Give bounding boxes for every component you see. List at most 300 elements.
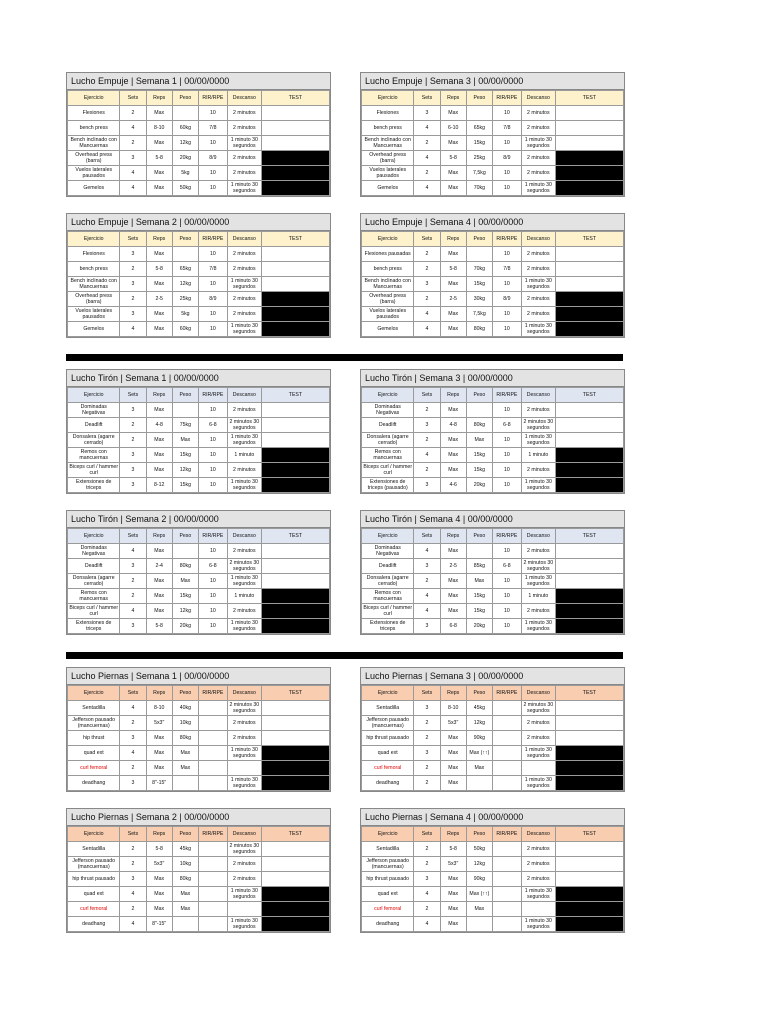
cell-descanso: 2 minutos <box>521 151 555 166</box>
cell-ejercicio: Vuelos laterales pausados <box>362 166 414 181</box>
cell-rirrpe: 8/9 <box>198 292 227 307</box>
table-row <box>362 307 624 322</box>
cell-rirrpe: 10 <box>198 478 227 493</box>
test-cell <box>555 136 623 151</box>
cell-rirrpe <box>492 746 521 761</box>
table-row <box>362 418 624 433</box>
cell-sets: 3 <box>120 151 146 166</box>
test-cell <box>555 121 623 136</box>
cell-reps: Max <box>146 433 172 448</box>
cell-descanso: 1 minuto 30 segundos <box>227 619 261 634</box>
block-piernas-3 <box>360 667 625 792</box>
test-cell <box>555 559 623 574</box>
cell-peso: 15kg <box>172 448 198 463</box>
table-row <box>362 604 624 619</box>
cell-reps: Max <box>146 307 172 322</box>
table-row <box>68 418 330 433</box>
exercise-table <box>361 90 624 196</box>
table-row <box>68 151 330 166</box>
cell-rirrpe <box>198 701 227 716</box>
test-cell-filled <box>555 776 623 791</box>
block-title: Lucho Piernas | Semana 4 | 00/00/0000 <box>361 809 624 826</box>
cell-ejercicio: Dominadas Negativas <box>362 403 414 418</box>
cell-ejercicio: Sentadilla <box>362 701 414 716</box>
cell-ejercicio: Gemelos <box>362 181 414 196</box>
cell-peso: 50kg <box>466 842 492 857</box>
cell-reps: Max <box>146 277 172 292</box>
column-header: Reps <box>146 388 172 403</box>
header-row <box>362 827 624 842</box>
cell-peso: 15kg <box>172 478 198 493</box>
cell-reps: 8"-15" <box>146 776 172 791</box>
column-header: Ejercicio <box>68 827 120 842</box>
column-header: Ejercicio <box>362 91 414 106</box>
test-cell-filled <box>261 478 329 493</box>
cell-rirrpe <box>198 872 227 887</box>
test-cell-filled <box>261 307 329 322</box>
test-cell <box>261 277 329 292</box>
cell-sets: 3 <box>120 463 146 478</box>
cell-reps: Max <box>440 307 466 322</box>
cell-sets: 3 <box>120 247 146 262</box>
table-row <box>68 619 330 634</box>
cell-rirrpe: 10 <box>198 589 227 604</box>
cell-rirrpe <box>492 887 521 902</box>
cell-peso: Max <box>172 574 198 589</box>
exercise-table <box>67 528 330 634</box>
cell-descanso: 1 minuto 30 segundos <box>227 574 261 589</box>
table-row <box>362 403 624 418</box>
cell-rirrpe <box>198 761 227 776</box>
test-cell <box>555 842 623 857</box>
cell-sets: 2 <box>120 292 146 307</box>
cell-peso: 80kg <box>466 322 492 337</box>
column-header: Sets <box>120 686 146 701</box>
cell-peso <box>172 776 198 791</box>
cell-descanso: 2 minutos <box>521 166 555 181</box>
test-cell-filled <box>555 181 623 196</box>
cell-rirrpe: 10 <box>492 322 521 337</box>
cell-rirrpe: 7/8 <box>492 121 521 136</box>
cell-reps: 6-8 <box>440 619 466 634</box>
cell-reps: 8-10 <box>146 121 172 136</box>
column-header: TEST <box>555 232 623 247</box>
table-row <box>68 761 330 776</box>
cell-descanso: 2 minutos 30 segundos <box>227 842 261 857</box>
cell-rirrpe <box>492 902 521 917</box>
cell-ejercicio: Sentadilla <box>68 842 120 857</box>
cell-ejercicio: deadhang <box>68 917 120 932</box>
cell-sets: 2 <box>414 292 440 307</box>
table-row <box>68 478 330 493</box>
cell-descanso: 2 minutos <box>521 731 555 746</box>
column-header: Descanso <box>521 686 555 701</box>
cell-ejercicio: Remos con mancuernas <box>68 448 120 463</box>
cell-peso: Max <box>172 887 198 902</box>
cell-peso: 45kg <box>466 701 492 716</box>
test-cell-filled <box>555 307 623 322</box>
cell-descanso: 2 minutos <box>521 857 555 872</box>
cell-peso: 60kg <box>172 121 198 136</box>
column-header: Peso <box>172 388 198 403</box>
block-empuje-2 <box>66 213 331 338</box>
cell-descanso: 1 minuto 30 segundos <box>227 277 261 292</box>
cell-rirrpe <box>198 917 227 932</box>
column-header: Peso <box>466 388 492 403</box>
cell-rirrpe: 10 <box>198 544 227 559</box>
cell-sets: 4 <box>120 701 146 716</box>
cell-reps: Max <box>440 247 466 262</box>
cell-peso: 15kg <box>172 589 198 604</box>
test-cell <box>555 574 623 589</box>
cell-reps: Max <box>146 574 172 589</box>
cell-rirrpe <box>198 746 227 761</box>
block-piernas-1 <box>66 667 331 792</box>
cell-sets: 3 <box>120 307 146 322</box>
cell-sets: 3 <box>414 559 440 574</box>
cell-ejercicio: curl femoral <box>362 761 414 776</box>
cell-sets: 4 <box>414 121 440 136</box>
table-row <box>362 106 624 121</box>
cell-sets: 4 <box>414 544 440 559</box>
cell-reps: 2-5 <box>440 559 466 574</box>
cell-descanso <box>227 902 261 917</box>
test-cell-filled <box>555 619 623 634</box>
table-row <box>68 716 330 731</box>
column-header: Reps <box>146 232 172 247</box>
cell-peso: 20kg <box>466 478 492 493</box>
cell-ejercicio: Remos con mancuernas <box>68 589 120 604</box>
column-header: RIR/RPE <box>198 827 227 842</box>
cell-reps: Max <box>146 463 172 478</box>
column-header: Ejercicio <box>68 232 120 247</box>
cell-peso: Max <box>466 761 492 776</box>
cell-reps: Max <box>146 902 172 917</box>
test-cell <box>555 716 623 731</box>
cell-reps: 6-10 <box>440 121 466 136</box>
cell-ejercicio: hip thrust pausado <box>362 731 414 746</box>
cell-peso <box>172 917 198 932</box>
cell-ejercicio: Jefferson pausado (mancuernas) <box>362 716 414 731</box>
column-header: TEST <box>261 388 329 403</box>
test-cell <box>261 433 329 448</box>
cell-ejercicio: Flexiones <box>362 106 414 121</box>
cell-ejercicio: Donsalera (agarre cerrado) <box>362 433 414 448</box>
test-cell <box>555 277 623 292</box>
cell-ejercicio: Bench inclinado con Mancuernas <box>68 277 120 292</box>
cell-ejercicio: bench press <box>68 121 120 136</box>
cell-reps: Max <box>146 604 172 619</box>
column-header: Sets <box>414 529 440 544</box>
cell-sets: 2 <box>414 902 440 917</box>
cell-reps: 5x3" <box>440 716 466 731</box>
cell-sets: 3 <box>414 277 440 292</box>
cell-sets: 4 <box>120 166 146 181</box>
column-header: Descanso <box>227 827 261 842</box>
cell-rirrpe <box>492 761 521 776</box>
cell-sets: 2 <box>414 433 440 448</box>
cell-rirrpe: 10 <box>492 106 521 121</box>
cell-descanso: 2 minutos <box>227 604 261 619</box>
cell-sets: 2 <box>120 589 146 604</box>
cell-reps: 5-8 <box>440 842 466 857</box>
cell-descanso: 1 minuto 30 segundos <box>227 746 261 761</box>
cell-peso: 25kg <box>466 151 492 166</box>
column-header: Sets <box>414 232 440 247</box>
cell-rirrpe: 7/8 <box>198 262 227 277</box>
block-tiron-2 <box>66 510 331 635</box>
cell-peso: Max <box>466 433 492 448</box>
header-row <box>362 529 624 544</box>
cell-rirrpe: 10 <box>492 403 521 418</box>
cell-ejercicio: Deadlift <box>362 559 414 574</box>
table-row <box>362 292 624 307</box>
cell-ejercicio: Jefferson pausado (mancuernas) <box>68 857 120 872</box>
test-cell-filled <box>261 589 329 604</box>
cell-peso: Max <box>172 433 198 448</box>
cell-peso: 5kg <box>172 166 198 181</box>
header-row <box>362 232 624 247</box>
cell-peso <box>466 403 492 418</box>
table-row <box>68 121 330 136</box>
cell-reps: 8"-15" <box>146 917 172 932</box>
cell-descanso: 2 minutos <box>521 544 555 559</box>
test-cell-filled <box>261 181 329 196</box>
cell-sets: 2 <box>120 433 146 448</box>
column-header: Sets <box>120 827 146 842</box>
column-header: Descanso <box>521 91 555 106</box>
cell-descanso: 2 minutos <box>521 463 555 478</box>
column-header: Ejercicio <box>68 529 120 544</box>
cell-descanso: 1 minuto 30 segundos <box>521 322 555 337</box>
column-header: TEST <box>555 686 623 701</box>
cell-descanso: 2 minutos <box>227 247 261 262</box>
cell-reps: Max <box>440 106 466 121</box>
cell-rirrpe: 6-8 <box>198 418 227 433</box>
cell-reps: Max <box>440 448 466 463</box>
cell-sets: 3 <box>120 448 146 463</box>
cell-rirrpe: 8/9 <box>198 151 227 166</box>
cell-sets: 3 <box>414 106 440 121</box>
test-cell-filled <box>261 887 329 902</box>
cell-reps: Max <box>440 181 466 196</box>
column-header: Peso <box>466 91 492 106</box>
cell-descanso: 1 minuto 30 segundos <box>227 917 261 932</box>
cell-peso: 12kg <box>172 463 198 478</box>
cell-reps: Max <box>440 433 466 448</box>
table-row <box>362 872 624 887</box>
table-row <box>68 589 330 604</box>
table-row <box>68 403 330 418</box>
cell-rirrpe: 10 <box>198 463 227 478</box>
block-piernas-2 <box>66 808 331 933</box>
block-title: Lucho Piernas | Semana 1 | 00/00/0000 <box>67 668 330 685</box>
cell-descanso: 1 minuto 30 segundos <box>227 478 261 493</box>
cell-rirrpe: 10 <box>198 604 227 619</box>
test-cell <box>555 544 623 559</box>
table-row <box>362 544 624 559</box>
table-row <box>68 887 330 902</box>
cell-ejercicio: bench press <box>362 262 414 277</box>
header-row <box>68 388 330 403</box>
cell-ejercicio: Donsalera (agarre cerrado) <box>68 574 120 589</box>
cell-sets: 4 <box>120 917 146 932</box>
test-cell <box>261 106 329 121</box>
cell-sets: 4 <box>414 604 440 619</box>
cell-peso: 80kg <box>466 418 492 433</box>
cell-rirrpe: 10 <box>198 247 227 262</box>
block-title: Lucho Empuje | Semana 2 | 00/00/0000 <box>67 214 330 231</box>
cell-descanso: 2 minutos <box>521 403 555 418</box>
cell-sets: 2 <box>414 857 440 872</box>
column-header: RIR/RPE <box>492 388 521 403</box>
column-header: TEST <box>555 827 623 842</box>
cell-ejercicio: Sentadilla <box>68 701 120 716</box>
test-cell-filled <box>261 151 329 166</box>
cell-descanso: 2 minutos <box>227 463 261 478</box>
cell-sets: 2 <box>414 247 440 262</box>
table-row <box>362 857 624 872</box>
table-row <box>362 433 624 448</box>
cell-sets: 3 <box>414 872 440 887</box>
test-cell <box>261 731 329 746</box>
cell-rirrpe <box>492 857 521 872</box>
cell-descanso: 2 minutos <box>521 604 555 619</box>
test-cell <box>261 403 329 418</box>
table-row <box>362 619 624 634</box>
column-header: Reps <box>146 827 172 842</box>
cell-descanso: 2 minutos <box>227 166 261 181</box>
cell-peso: 80kg <box>172 559 198 574</box>
cell-ejercicio: Gemelos <box>68 181 120 196</box>
cell-reps: Max <box>440 731 466 746</box>
cell-reps: 2-4 <box>146 559 172 574</box>
table-row <box>362 761 624 776</box>
table-row <box>362 902 624 917</box>
cell-sets: 2 <box>414 463 440 478</box>
table-row <box>362 448 624 463</box>
cell-reps: Max <box>440 746 466 761</box>
column-header: Ejercicio <box>362 529 414 544</box>
cell-sets: 2 <box>120 857 146 872</box>
test-cell <box>555 418 623 433</box>
table-row <box>362 262 624 277</box>
exercise-table <box>67 387 330 493</box>
test-cell <box>555 433 623 448</box>
test-cell <box>261 262 329 277</box>
table-row <box>362 842 624 857</box>
column-header: RIR/RPE <box>492 91 521 106</box>
column-header: Reps <box>440 91 466 106</box>
section-divider <box>66 652 623 659</box>
column-header: Ejercicio <box>362 232 414 247</box>
cell-rirrpe <box>492 872 521 887</box>
cell-descanso: 2 minutos <box>227 403 261 418</box>
block-title: Lucho Tirón | Semana 3 | 00/00/0000 <box>361 370 624 387</box>
column-header: Peso <box>172 827 198 842</box>
cell-rirrpe: 10 <box>198 166 227 181</box>
cell-ejercicio: deadhang <box>68 776 120 791</box>
cell-descanso: 1 minuto <box>521 589 555 604</box>
cell-ejercicio: hip thrust pausado <box>68 872 120 887</box>
cell-descanso: 2 minutos <box>227 292 261 307</box>
column-header: TEST <box>261 827 329 842</box>
cell-rirrpe: 10 <box>198 277 227 292</box>
cell-ejercicio: Overhead press (barra) <box>68 151 120 166</box>
cell-reps: Max <box>440 761 466 776</box>
table-row <box>68 166 330 181</box>
cell-sets: 2 <box>414 574 440 589</box>
cell-rirrpe: 6-8 <box>198 559 227 574</box>
header-row <box>362 686 624 701</box>
cell-ejercicio: Flexiones pausadas <box>362 247 414 262</box>
cell-reps: 5-8 <box>146 262 172 277</box>
cell-reps: 8-12 <box>146 478 172 493</box>
cell-sets: 2 <box>414 136 440 151</box>
cell-peso: 65kg <box>172 262 198 277</box>
table-row <box>362 731 624 746</box>
table-row <box>68 559 330 574</box>
cell-peso: 50kg <box>172 181 198 196</box>
header-row <box>68 827 330 842</box>
cell-descanso: 2 minutos <box>521 106 555 121</box>
exercise-table <box>361 528 624 634</box>
table-row <box>362 917 624 932</box>
cell-descanso: 1 minuto <box>227 589 261 604</box>
cell-peso: 15kg <box>466 589 492 604</box>
column-header: Descanso <box>227 529 261 544</box>
cell-reps: 5-8 <box>146 151 172 166</box>
table-row <box>68 917 330 932</box>
table-row <box>68 322 330 337</box>
cell-reps: Max <box>440 574 466 589</box>
cell-reps: Max <box>146 872 172 887</box>
cell-peso: Max <box>172 902 198 917</box>
cell-ejercicio: Biceps curl / hammer curl <box>69 605 119 617</box>
cell-ejercicio: Biceps curl / hammer curl <box>363 605 413 617</box>
cell-rirrpe: 10 <box>492 166 521 181</box>
cell-ejercicio: Donsalera (agarre cerrado) <box>362 574 414 589</box>
cell-ejercicio: Bench inclinado con Mancuernas <box>68 136 120 151</box>
cell-rirrpe <box>492 731 521 746</box>
cell-rirrpe: 10 <box>492 604 521 619</box>
cell-reps: Max <box>146 746 172 761</box>
column-header: Descanso <box>227 388 261 403</box>
column-header: TEST <box>261 686 329 701</box>
cell-ejercicio: bench press <box>362 121 414 136</box>
cell-peso <box>172 247 198 262</box>
cell-rirrpe: 10 <box>198 403 227 418</box>
test-cell-filled <box>555 887 623 902</box>
test-cell <box>261 842 329 857</box>
cell-ejercicio: Flexiones <box>68 247 120 262</box>
cell-ejercicio: curl femoral <box>68 761 120 776</box>
test-cell <box>261 418 329 433</box>
cell-descanso: 2 minutos 30 segundos <box>521 559 555 574</box>
cell-descanso: 2 minutos <box>521 842 555 857</box>
cell-sets: 4 <box>414 917 440 932</box>
block-title: Lucho Empuje | Semana 1 | 00/00/0000 <box>67 73 330 90</box>
cell-peso <box>466 917 492 932</box>
cell-reps: 5-8 <box>146 842 172 857</box>
block-title: Lucho Tirón | Semana 2 | 00/00/0000 <box>67 511 330 528</box>
cell-ejercicio: Extensiones de triceps <box>68 478 120 493</box>
cell-ejercicio: Jefferson pausado (mancuernas) <box>362 857 414 872</box>
table-row <box>362 151 624 166</box>
cell-reps: Max <box>146 322 172 337</box>
cell-peso: 45kg <box>172 842 198 857</box>
cell-peso: 15kg <box>466 448 492 463</box>
